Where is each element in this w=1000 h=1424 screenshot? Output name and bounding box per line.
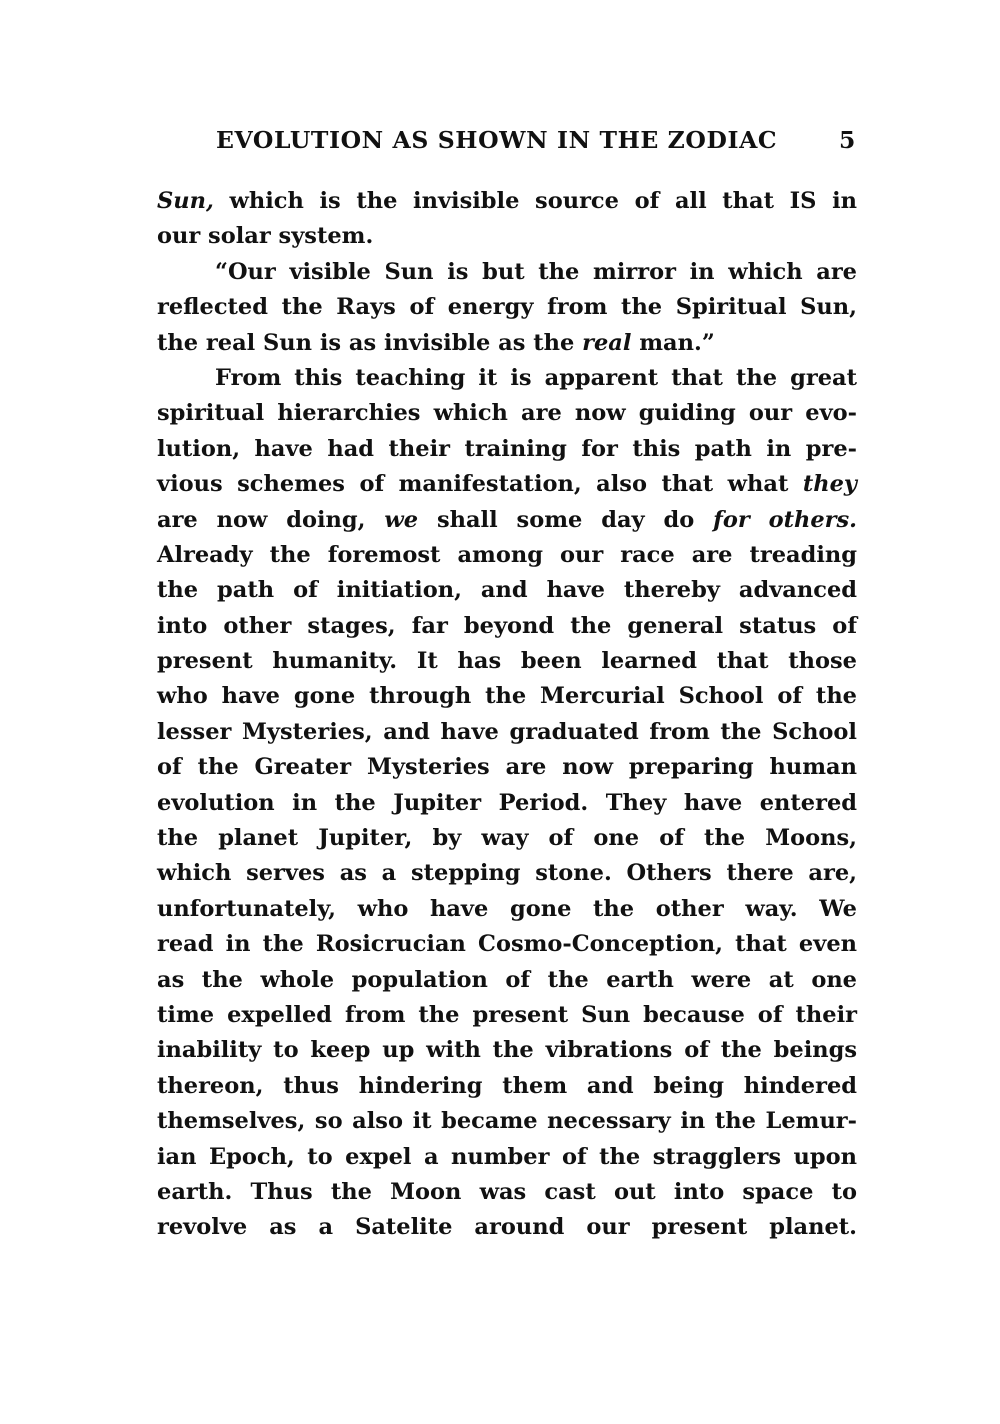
page-number: 5: [839, 126, 856, 154]
body-text: [157, 184, 857, 1246]
text-run: man.”: [631, 329, 715, 356]
text-line: thereon, thus hindering them and being hindered: [157, 1072, 857, 1099]
text-line: ian Epoch, to expel a number of the stragglers upon: [157, 1143, 857, 1170]
italic-word: Sun,: [157, 188, 214, 214]
running-head: [216, 126, 856, 166]
text-line: read in the Rosicrucian Cosmo-Conception, that even: [157, 931, 857, 958]
text-line: the path of initiation, and have thereby advanced: [157, 577, 857, 604]
text-line: the planet Jupiter, by way of one of the Moons,: [157, 825, 857, 852]
text-line: reflected the Rays of energy from the Spiritual Sun,: [157, 294, 857, 321]
text-line: “Our visible Sun is but the mirror in which are: [215, 258, 857, 285]
italic-word: for others.: [713, 506, 857, 533]
text-run: which is the invisible source of all that IS in: [213, 188, 857, 214]
text-line: spiritual hierarchies which are now guiding our evo-: [157, 400, 857, 427]
text-line: time expelled from the present Sun because of their: [157, 1001, 857, 1028]
text-line: as the whole population of the earth were at one: [157, 966, 857, 993]
text-line: inability to keep up with the vibrations of the beings: [157, 1037, 857, 1064]
text-run: the real Sun is as invisible as the: [157, 329, 583, 356]
text-line: [157, 326, 857, 361]
text-line: into other stages, far beyond the general status of: [157, 612, 857, 639]
text-line: themselves, so also it became necessary in the Lemur-: [157, 1108, 857, 1135]
text-run: are now doing,: [157, 506, 385, 533]
italic-word: we: [384, 506, 419, 533]
italic-word: they: [802, 471, 857, 498]
text-line: [157, 467, 857, 502]
text-line: evolution in the Jupiter Period. They have entered: [157, 789, 857, 816]
text-line: present humanity. It has been learned that those: [157, 648, 857, 675]
text-run: shall some day do: [418, 506, 714, 533]
text-line: lution, have had their training for this path in pre-: [157, 435, 857, 462]
text-line: lesser Mysteries, and have graduated from the School: [157, 718, 857, 745]
italic-word: real: [582, 329, 632, 356]
text-line: unfortunately, who have gone the other way. We: [157, 895, 857, 922]
text-line: of the Greater Mysteries are now preparing human: [157, 754, 857, 781]
text-line: From this teaching it is apparent that the great: [215, 364, 857, 391]
text-line: earth. Thus the Moon was cast out into space to: [157, 1178, 857, 1205]
text-run: vious schemes of manifestation, also that what: [157, 471, 803, 498]
text-line: revolve as a Satelite around our present planet.: [157, 1214, 857, 1241]
text-line: our solar system.: [157, 223, 374, 250]
text-line: [157, 184, 857, 219]
text-line: Already the foremost among our race are treading: [157, 541, 857, 568]
text-line: who have gone through the Mercurial School of the: [157, 683, 857, 710]
text-line: which serves as a stepping stone. Others there are,: [157, 860, 857, 887]
running-title: EVOLUTION AS SHOWN IN THE ZODIAC: [216, 126, 778, 154]
text-line: [157, 503, 857, 538]
